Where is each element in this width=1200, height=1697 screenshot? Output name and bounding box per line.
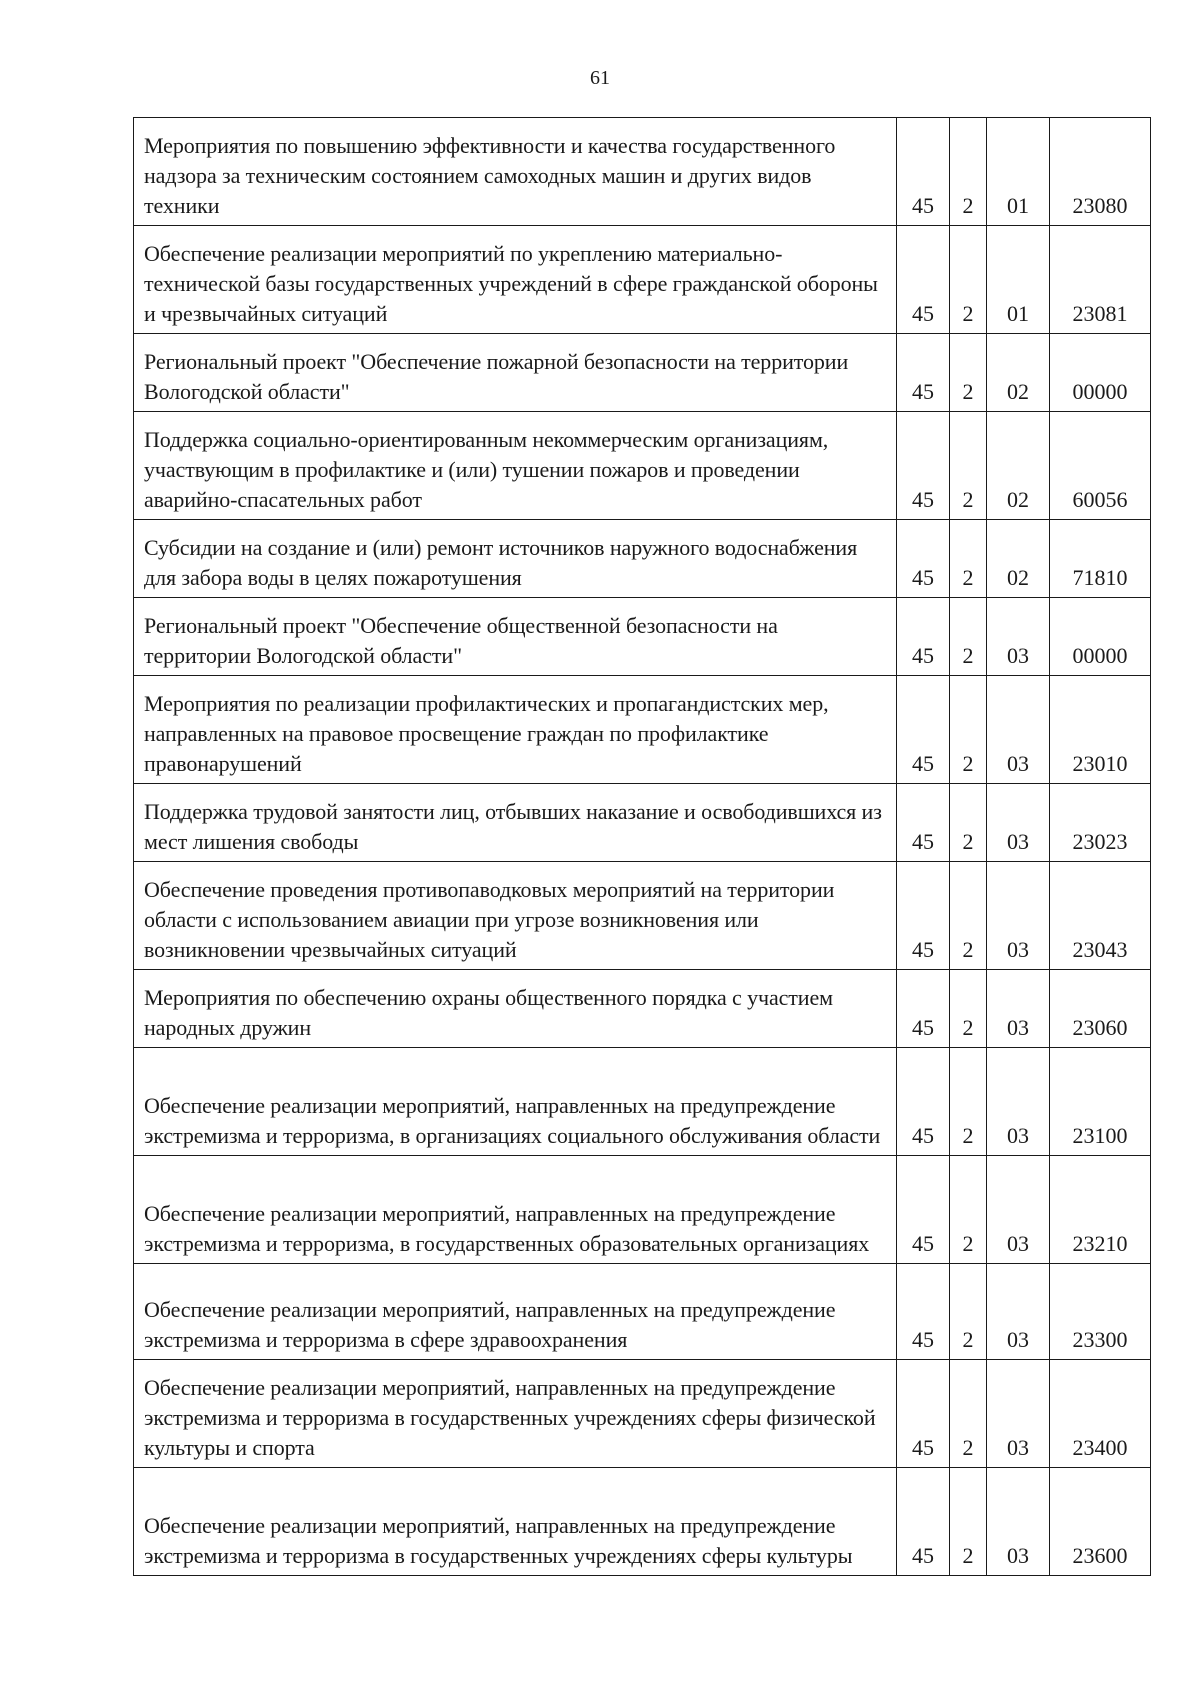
code-direction: 00000: [1050, 598, 1151, 676]
code-subprogram-type: 2: [950, 118, 987, 226]
code-direction: 23060: [1050, 970, 1151, 1048]
row-description: Поддержка трудовой занятости лиц, отбывших наказание и освободившихся из мест лишения свободы: [134, 784, 897, 862]
table-row: [134, 1048, 1151, 1156]
code-program: 45: [897, 334, 950, 412]
code-program: 45: [897, 676, 950, 784]
row-description: Поддержка социально-ориентированным некоммерческим организациям, участвующим в профилактике и (или) тушении пожаров и проведении аварийно-спасательных работ: [134, 412, 897, 520]
table-row: [134, 118, 1151, 226]
code-program: 45: [897, 862, 950, 970]
code-program: 45: [897, 970, 950, 1048]
row-description: Мероприятия по реализации профилактических и пропагандистских мер, направленных на правовое просвещение граждан по профилактике правонарушений: [134, 676, 897, 784]
code-project: 03: [987, 1048, 1050, 1156]
row-description: Региональный проект "Обеспечение общественной безопасности на территории Вологодской области": [134, 598, 897, 676]
table-row: [134, 334, 1151, 412]
code-direction: 60056: [1050, 412, 1151, 520]
code-subprogram-type: 2: [950, 1048, 987, 1156]
code-direction: 23400: [1050, 1360, 1151, 1468]
code-project: 03: [987, 784, 1050, 862]
code-project: 03: [987, 598, 1050, 676]
code-program: 45: [897, 118, 950, 226]
code-project: 03: [987, 1264, 1050, 1360]
code-project: 02: [987, 412, 1050, 520]
code-project: 03: [987, 1156, 1050, 1264]
code-project: 03: [987, 970, 1050, 1048]
row-description: Обеспечение реализации мероприятий, направленных на предупреждение экстремизма и терроризма в государственных учреждениях сферы физической культуры и спорта: [134, 1360, 897, 1468]
row-description: Обеспечение реализации мероприятий по укреплению материально-технической базы государственных учреждений в сфере гражданской обороны и чрезвычайных ситуаций: [134, 226, 897, 334]
code-subprogram-type: 2: [950, 784, 987, 862]
code-direction: 23023: [1050, 784, 1151, 862]
row-description: Региональный проект "Обеспечение пожарной безопасности на территории Вологодской области": [134, 334, 897, 412]
code-subprogram-type: 2: [950, 676, 987, 784]
code-project: 01: [987, 226, 1050, 334]
code-project: 03: [987, 676, 1050, 784]
code-program: 45: [897, 226, 950, 334]
code-project: 01: [987, 118, 1050, 226]
code-program: 45: [897, 412, 950, 520]
code-subprogram-type: 2: [950, 520, 987, 598]
code-project: 03: [987, 1360, 1050, 1468]
row-description: Мероприятия по обеспечению охраны общественного порядка с участием народных дружин: [134, 970, 897, 1048]
code-direction: 23100: [1050, 1048, 1151, 1156]
table-row: [134, 1264, 1151, 1360]
row-description: Субсидии на создание и (или) ремонт источников наружного водоснабжения для забора воды в целях пожаротушения: [134, 520, 897, 598]
code-program: 45: [897, 1264, 950, 1360]
table-row: [134, 412, 1151, 520]
row-description: Мероприятия по повышению эффективности и качества государственного надзора за техническим состоянием самоходных машин и других видов техники: [134, 118, 897, 226]
table-row: [134, 1156, 1151, 1264]
code-direction: 23210: [1050, 1156, 1151, 1264]
code-program: 45: [897, 598, 950, 676]
code-subprogram-type: 2: [950, 1468, 987, 1576]
code-program: 45: [897, 784, 950, 862]
table-row: [134, 1468, 1151, 1576]
row-description: Обеспечение реализации мероприятий, направленных на предупреждение экстремизма и терроризма, в организациях социального обслуживания области: [134, 1048, 897, 1156]
code-direction: 23300: [1050, 1264, 1151, 1360]
row-description: Обеспечение реализации мероприятий, направленных на предупреждение экстремизма и терроризма в государственных учреждениях сферы культуры: [134, 1468, 897, 1576]
code-project: 02: [987, 520, 1050, 598]
row-description: Обеспечение проведения противопаводковых мероприятий на территории области с использованием авиации при угрозе возникновения или возникновении чрезвычайных ситуаций: [134, 862, 897, 970]
code-program: 45: [897, 1048, 950, 1156]
code-project: 03: [987, 1468, 1050, 1576]
code-direction: 00000: [1050, 334, 1151, 412]
code-program: 45: [897, 1360, 950, 1468]
budget-classification-table: [133, 117, 1151, 1576]
table-row: [134, 520, 1151, 598]
code-program: 45: [897, 1468, 950, 1576]
table-row: [134, 598, 1151, 676]
table-row: [134, 1360, 1151, 1468]
code-direction: 23010: [1050, 676, 1151, 784]
row-description: Обеспечение реализации мероприятий, направленных на предупреждение экстремизма и терроризма, в государственных образовательных организациях: [134, 1156, 897, 1264]
table-row: [134, 970, 1151, 1048]
code-direction: 23043: [1050, 862, 1151, 970]
code-subprogram-type: 2: [950, 970, 987, 1048]
code-subprogram-type: 2: [950, 862, 987, 970]
table-row: [134, 862, 1151, 970]
code-subprogram-type: 2: [950, 1264, 987, 1360]
table-row: [134, 226, 1151, 334]
code-subprogram-type: 2: [950, 598, 987, 676]
code-subprogram-type: 2: [950, 1360, 987, 1468]
code-program: 45: [897, 1156, 950, 1264]
table-row: [134, 676, 1151, 784]
row-description: Обеспечение реализации мероприятий, направленных на предупреждение экстремизма и терроризма в сфере здравоохранения: [134, 1264, 897, 1360]
code-direction: 71810: [1050, 520, 1151, 598]
code-subprogram-type: 2: [950, 1156, 987, 1264]
code-subprogram-type: 2: [950, 412, 987, 520]
code-direction: 23600: [1050, 1468, 1151, 1576]
table-row: [134, 784, 1151, 862]
code-direction: 23080: [1050, 118, 1151, 226]
code-direction: 23081: [1050, 226, 1151, 334]
page-number: 61: [590, 67, 610, 89]
code-project: 02: [987, 334, 1050, 412]
code-subprogram-type: 2: [950, 334, 987, 412]
code-subprogram-type: 2: [950, 226, 987, 334]
code-program: 45: [897, 520, 950, 598]
code-project: 03: [987, 862, 1050, 970]
